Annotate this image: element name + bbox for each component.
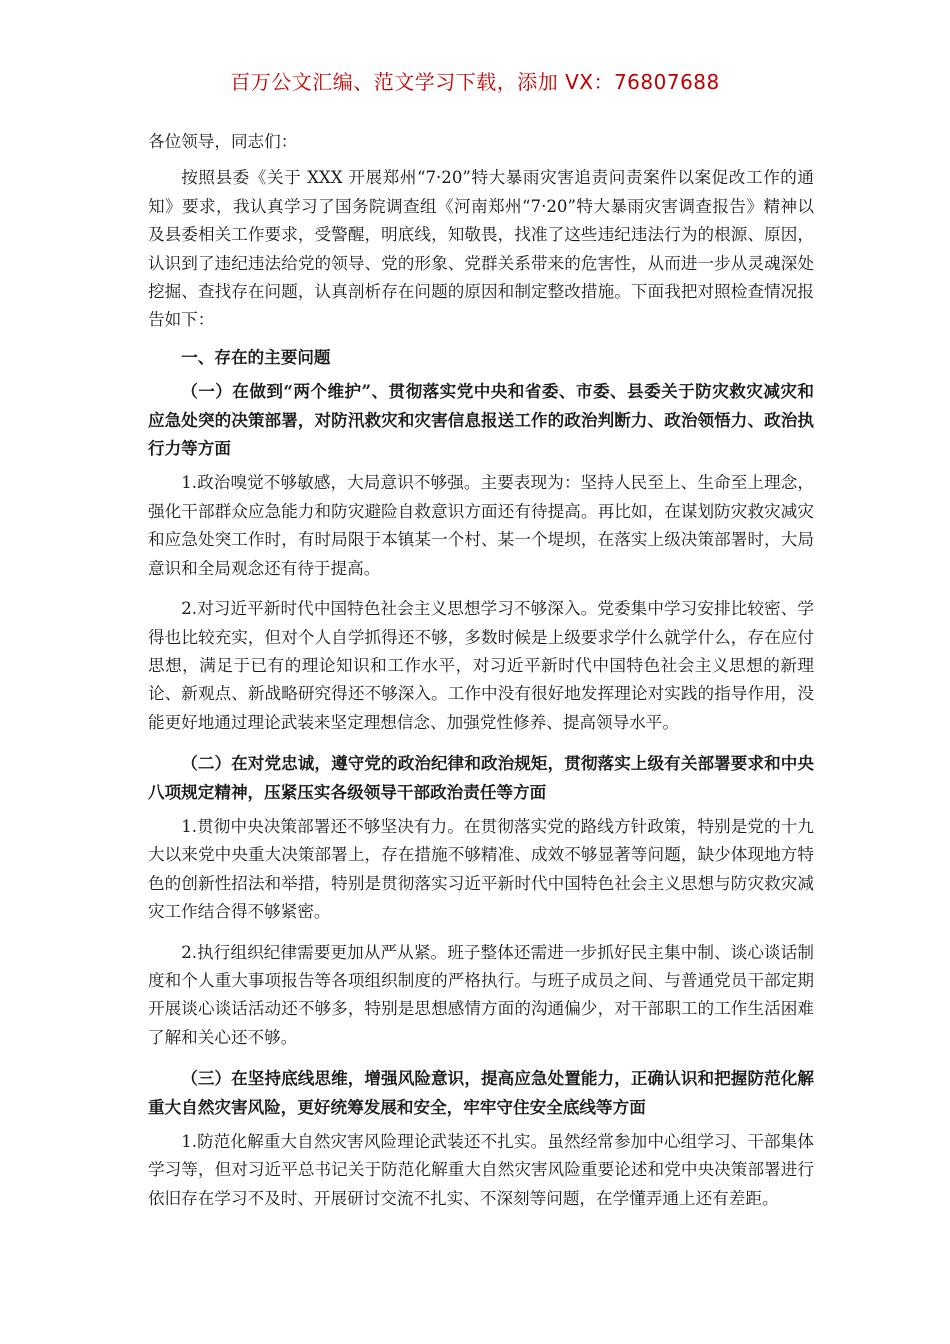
subsection-title-3: （三）在坚持底线思维，增强风险意识，提高应急处置能力，正确认识和把握防范化解重大自然灾害风险，更好统筹发展和安全，牢牢守住安全底线等方面	[148, 1068, 814, 1117]
document-body	[148, 128, 814, 1225]
subsection-title-2: （二）在对党忠诚，遵守党的政治纪律和政治规矩，贯彻落实上级有关部署要求和中央八项规定精神，压紧压实各级领导干部政治责任等方面	[148, 753, 814, 802]
subsection-title-1: （一）在做到“两个维护”、贯彻落实党中央和省委、市委、县委关于防灾救灾减灾和应急处突的决策部署，对防汛救灾和灾害信息报送工作的政治判断力、政治领悟力、政治执行力等方面	[148, 381, 814, 459]
intro-paragraph: 按照县委《关于 XXX 开展郑州“7·20”特大暴雨灾害追责问责案件以案促改工作的通知》要求，我认真学习了国务院调查组《河南郑州“7·20”特大暴雨灾害调查报告》精神以及县委相关工作要求，受警醒，明底线，知敬畏，找准了这些违纪违法行为的根源、原因，认识到了违纪违法给党的领导、党的形象、党群关系带来的危害性，从而进一步从灵魂深处挖掘、查找存在问题，认真剖析存在问题的原因和制定整改措施。下面我把对照检查情况报告如下：	[148, 168, 814, 330]
header-banner: 百万公文汇编、范文学习下载，添加 VX：76807688	[230, 70, 720, 94]
subsection-2-item-1: 1.贯彻中央决策部署还不够坚决有力。在贯彻落实党的路线方针政策，特别是党的十九大以来党中央重大决策部署上，存在措施不够精准、成效不够显著等问题，缺少体现地方特色的创新性招法和举措，特别是贯彻落实习近平新时代中国特色社会主义思想与防灾救灾减灾工作结合得不够紧密。	[148, 816, 814, 922]
subsection-3-item-1: 1.防范化解重大自然灾害风险理论武装还不扎实。虽然经常参加中心组学习、干部集体学习等，但对习近平总书记关于防范化解重大自然灾害风险重要论述和党中央决策部署进行依旧存在学习不及时、开展研讨交流不扎实、不深刻等问题，在学懂弄通上还有差距。	[148, 1132, 814, 1208]
subsection-1-item-2: 2.对习近平新时代中国特色社会主义思想学习不够深入。党委集中学习安排比较密、学得也比较充实，但对个人自学抓得还不够，多数时候是上级要求学什么就学什么，存在应付思想，满足于已有的理论知识和工作水平，对习近平新时代中国特色社会主义思想的新理论、新观点、新战略研究得还不够深入。工作中没有很好地发挥理论对实践的指导作用，没能更好地通过理论武装来坚定理想信念、加强党性修养、提高领导水平。	[148, 599, 814, 732]
greeting: 各位领导，同志们：	[148, 132, 298, 151]
subsection-2-item-2: 2.执行组织纪律需要更加从严从紧。班子整体还需进一步抓好民主集中制、谈心谈话制度和个人重大事项报告等各项组织制度的严格执行。与班子成员之间、与普通党员干部定期开展谈心谈话活动还不够多，特别是思想感情方面的沟通偏少，对干部职工的工作生活困难了解和关心还不够。	[148, 942, 814, 1047]
section-title-1: 一、存在的主要问题	[181, 346, 331, 367]
subsection-1-item-1: 1.政治嗅觉不够敏感，大局意识不够强。主要表现为：坚持人民至上、生命至上理念，强化干部群众应急能力和防灾避险自救意识方面还有待提高。再比如，在谋划防灾救灾减灾和应急处突工作时，有时局限于本镇某一个村、某一个堤坝，在落实上级决策部署时，大局意识和全局观念还有待于提高。	[148, 473, 814, 578]
